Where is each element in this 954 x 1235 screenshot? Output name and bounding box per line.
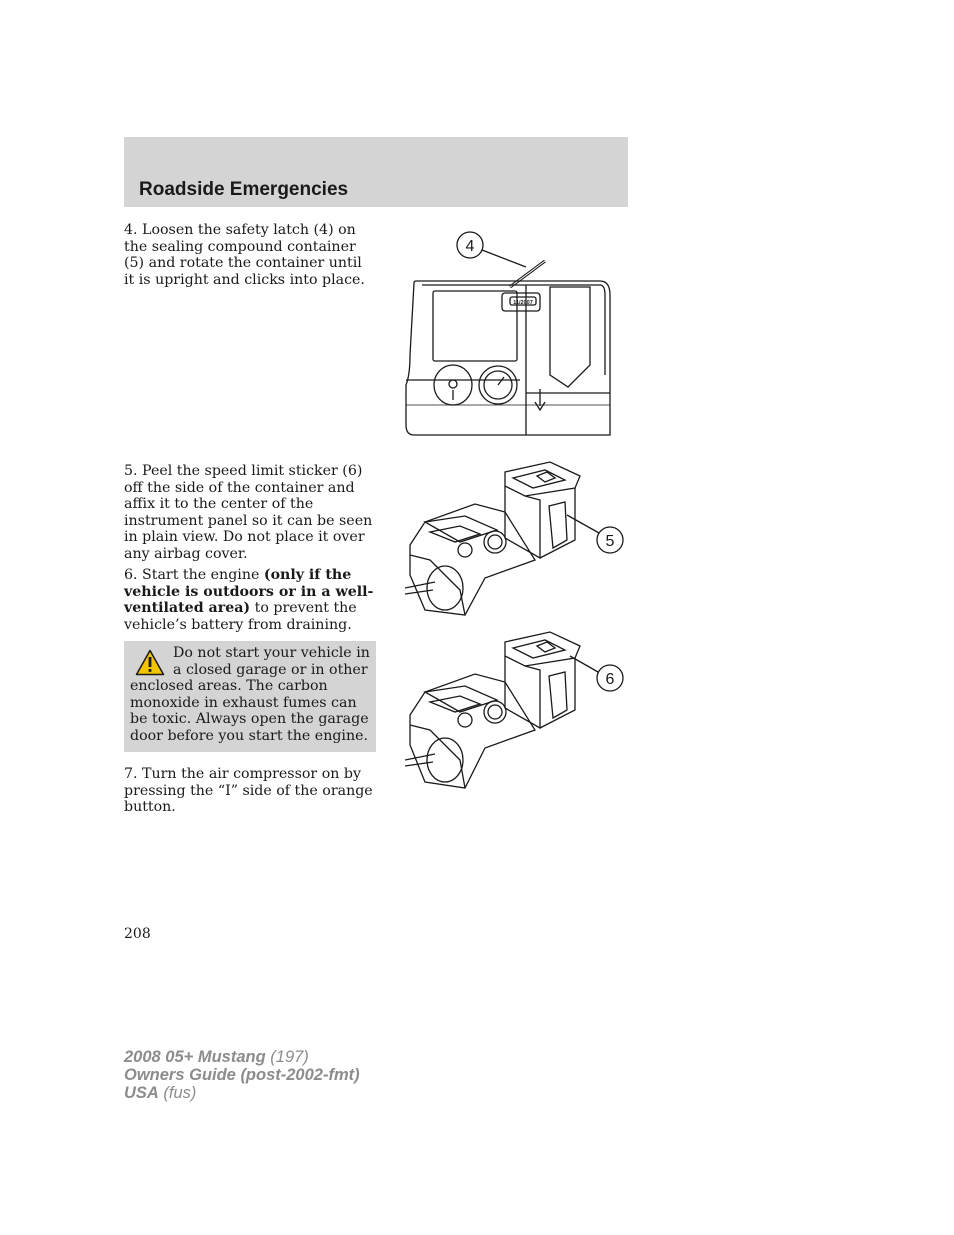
document-footer <box>124 1048 360 1102</box>
step-7-text: 7. Turn the air compressor on by pressing the “I” side of the orange button. <box>124 766 373 815</box>
compressor-container-illustration <box>405 460 630 620</box>
callout-label-5: 5 <box>605 533 615 550</box>
step-4-text: 4. Loosen the safety latch (4) on the sealing compound container (5) and rotate the container until it is upright and clicks into place. <box>124 222 365 288</box>
callout-leader-6 <box>570 656 598 672</box>
page-number: 208 <box>124 926 151 942</box>
step-5-text: 5. Peel the speed limit sticker (6) off the side of the container and affix it to the center of the instrument panel so it can be seen in plain view. Do not place it over any airbag cover. <box>124 463 373 562</box>
section-title: Roadside Emergencies <box>139 179 349 200</box>
footer-line-2: Owners Guide (post-2002-fmt) <box>124 1066 360 1084</box>
callout-leader-5 <box>567 515 599 533</box>
callout-leader-4 <box>482 250 526 267</box>
compressor-sticker-illustration <box>405 630 630 795</box>
compressor-front-illustration <box>400 225 620 440</box>
callout-label-6: 6 <box>605 671 615 688</box>
section-header <box>124 137 628 207</box>
warning-text: Do not start your vehicle in a closed garage or in other enclosed areas. The carbon monoxide in exhaust fumes can be toxic. Always open the garage door before you start the engine. <box>130 645 370 744</box>
warning-box <box>124 641 376 752</box>
footer-line-1: 2008 05+ Mustang (197) <box>124 1048 309 1066</box>
callout-label-4: 4 <box>465 238 475 255</box>
date-label: 11/2007 <box>513 300 533 306</box>
footer-line-3: USA (fus) <box>124 1084 197 1102</box>
step-6-text: 6. Start the engine (only if the vehicle is outdoors or in a well-ventilated area) to prevent the vehicle’s battery from draining. <box>124 567 374 633</box>
